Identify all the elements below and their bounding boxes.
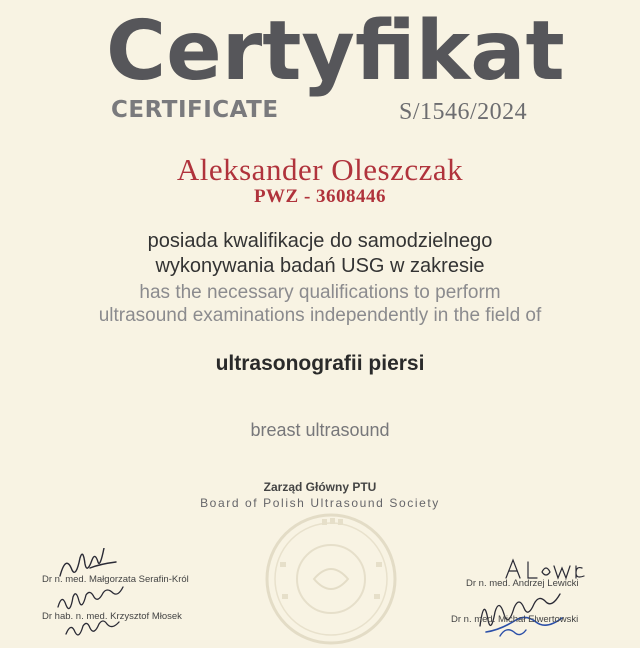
signatory-name-right-1: Dr n. med. Andrzej Lewicki — [466, 578, 579, 589]
statement-en-line-2: ultrasound examinations independently in the field of — [98, 305, 542, 326]
certificate-title: Certyfikat — [106, 4, 565, 99]
board-name-en: Board of Polish Ultrasound Society — [200, 496, 440, 510]
statement-pl-line-1: posiada kwalifikacje do samodzielnego — [147, 230, 493, 252]
embossed-seal-icon — [262, 510, 400, 648]
recipient-pwz: PWZ - 3608446 — [253, 186, 387, 207]
statement-en-line-1: has the necessary qualifications to perform — [139, 282, 501, 303]
statement-pl-line-2: wykonywania badań USG w zakresie — [155, 255, 485, 277]
signature-scribble-left-icon — [58, 616, 128, 640]
board-name-pl: Zarząd Główny PTU — [263, 480, 377, 494]
field-name-pl: ultrasonografii piersi — [215, 352, 425, 375]
certificate-number: S/1546/2024 — [399, 99, 528, 125]
certificate-subtitle: CERTIFICATE — [111, 97, 279, 123]
signatory-name-right-2: Dr n. med. Michał Elwertowski — [451, 614, 579, 625]
signatory-name-left-1: Dr n. med. Małgorzata Serafin-Król — [42, 574, 189, 585]
signatory-name-left-2: Dr hab. n. med. Krzysztof Młosek — [42, 611, 182, 622]
recipient-name: Aleksander Oleszczak — [176, 152, 464, 187]
field-name-en: breast ultrasound — [250, 420, 390, 440]
